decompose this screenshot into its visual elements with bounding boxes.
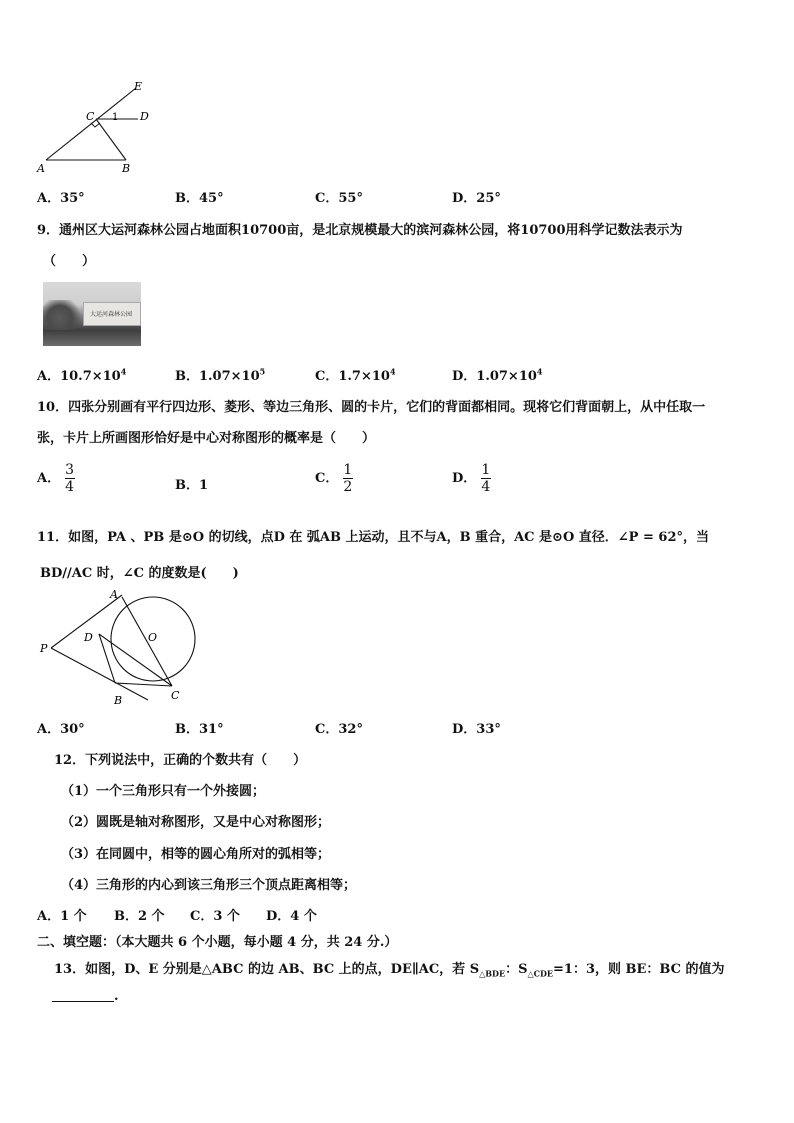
q13-stem-pre: 13．如图，D、E 分别是△ABC 的边 AB、BC 上的点，DE∥AC，若 S bbox=[54, 962, 480, 977]
q12-item-4: （4）三角形的内心到该三角形三个顶点距离相等； bbox=[61, 878, 357, 893]
q12-option-a: A．1 个 bbox=[37, 909, 87, 924]
chord-DC bbox=[99, 634, 172, 686]
chord-DB bbox=[99, 634, 115, 683]
label-A: A bbox=[37, 162, 45, 175]
q9-option-a-base: A．10.7×10 bbox=[37, 369, 121, 384]
q8-option-a: A．35° bbox=[37, 191, 85, 206]
q12-option-c: C．3 个 bbox=[190, 909, 240, 924]
q10-option-a-label: A． bbox=[37, 471, 61, 486]
q10-stem-line2: 张，卡片上所画图形恰好是中心对称图形的概率是（ ） bbox=[37, 431, 376, 446]
fraction-numerator: 1 bbox=[481, 462, 491, 478]
q13-stem-mid: ：S bbox=[505, 962, 528, 977]
q9-option-a-exp: 4 bbox=[120, 366, 127, 377]
q9-stem-line1: 9．通州区大运河森林公园占地面积10700亩，是北京规模最大的滨河森林公园，将10700用科学记数法表示为 bbox=[37, 223, 683, 238]
photo-sign-text: 大运河森林公园 bbox=[90, 311, 133, 318]
fraction-denominator: 4 bbox=[481, 479, 491, 495]
q10-option-b: B．1 bbox=[175, 478, 209, 493]
q11-option-d: D．33° bbox=[452, 722, 501, 737]
q13-sub-bde: △BDE bbox=[479, 968, 506, 979]
label-angle-1: 1 bbox=[112, 112, 119, 123]
q12-item-3: （3）在同圆中，相等的圆心角所对的弧相等； bbox=[61, 847, 331, 862]
q8-option-b: B．45° bbox=[175, 191, 224, 206]
q10-stem-line1: 10．四张分别画有平行四边形、菱形、等边三角形、圆的卡片，它们的背面都相同。现将它们背面朝上，从中任取一 bbox=[37, 400, 706, 415]
q11-option-b: B．31° bbox=[175, 722, 224, 737]
label-C: C bbox=[171, 689, 180, 702]
q10-option-a-fraction bbox=[65, 462, 75, 495]
q12-item-2: （2）圆既是轴对称图形，又是中心对称图形； bbox=[61, 815, 331, 830]
q12-option-d: D．4 个 bbox=[266, 909, 317, 924]
line-AE bbox=[46, 88, 136, 160]
q10-option-d bbox=[452, 462, 491, 495]
label-O: O bbox=[148, 631, 158, 644]
label-B: B bbox=[114, 694, 123, 707]
q9-option-d bbox=[452, 365, 543, 384]
label-P: P bbox=[40, 642, 48, 655]
q13-answer-blank[interactable] bbox=[52, 989, 119, 1004]
q13-sub-cde: △CDE bbox=[527, 968, 554, 979]
label-B: B bbox=[122, 162, 131, 175]
park-photo bbox=[43, 282, 141, 346]
q9-option-c-exp: 4 bbox=[389, 366, 396, 377]
q8-option-c: C．55° bbox=[315, 191, 363, 206]
fraction-denominator: 2 bbox=[343, 479, 353, 495]
q10-option-c-label: C． bbox=[315, 471, 339, 486]
tangent-PB bbox=[51, 648, 148, 700]
q12-option-b: B．2 个 bbox=[114, 909, 165, 924]
chord-BC bbox=[115, 683, 172, 686]
label-D: D bbox=[140, 110, 149, 123]
q9-stem-line2: （ ） bbox=[43, 254, 96, 269]
q13-tail: . bbox=[114, 989, 119, 1004]
photo-sign-wall bbox=[83, 302, 141, 326]
diameter-AC bbox=[122, 597, 172, 686]
fraction-denominator: 4 bbox=[65, 479, 75, 495]
q11-option-c: C．32° bbox=[315, 722, 363, 737]
q11-stem-line2: BD//AC 时，∠C 的度数是( ) bbox=[40, 566, 239, 581]
q11-figure bbox=[36, 586, 206, 710]
answer-blank-line[interactable] bbox=[52, 1001, 114, 1002]
section-heading-fill-in: 二、填空题：（本大题共 6 个小题，每小题 4 分，共 24 分.） bbox=[37, 935, 398, 950]
photo-trees bbox=[43, 300, 85, 330]
q8-figure bbox=[34, 78, 164, 178]
q9-option-c bbox=[315, 365, 396, 384]
q9-option-d-base: D．1.07×10 bbox=[452, 369, 537, 384]
q12-item-1: （1）一个三角形只有一个外接圆； bbox=[61, 784, 266, 799]
q13-stem-post: =1：3，则 BE：BC 的值为 bbox=[553, 962, 725, 977]
fraction-numerator: 3 bbox=[65, 462, 75, 478]
q10-option-c-fraction bbox=[343, 462, 353, 495]
q12-stem: 12．下列说法中，正确的个数共有（ ） bbox=[54, 753, 307, 768]
q9-option-b-exp: 5 bbox=[259, 366, 266, 377]
q11-stem-line1: 11．如图，PA 、PB 是⊙O 的切线，点D 在 弧AB 上运动，且不与A，B 重合，AC 是⊙O 直径．∠P = 62°，当 bbox=[37, 530, 709, 545]
q10-option-a bbox=[37, 462, 75, 495]
q10-option-d-label: D． bbox=[452, 471, 477, 486]
q8-option-d: D．25° bbox=[452, 191, 501, 206]
q9-option-b bbox=[175, 365, 265, 384]
label-E: E bbox=[134, 80, 143, 93]
q10-option-d-fraction bbox=[481, 462, 491, 495]
q10-option-c bbox=[315, 462, 353, 495]
label-D: D bbox=[84, 631, 93, 644]
label-C: C bbox=[86, 110, 95, 123]
label-A: A bbox=[110, 588, 118, 601]
line-CB bbox=[96, 119, 126, 160]
q9-option-a bbox=[37, 365, 126, 384]
q9-option-c-base: C．1.7×10 bbox=[315, 369, 390, 384]
q13-stem bbox=[54, 958, 725, 979]
fraction-numerator: 1 bbox=[343, 462, 353, 478]
q9-option-b-base: B．1.07×10 bbox=[175, 369, 260, 384]
q11-option-a: A．30° bbox=[37, 722, 85, 737]
q9-option-d-exp: 4 bbox=[536, 366, 543, 377]
